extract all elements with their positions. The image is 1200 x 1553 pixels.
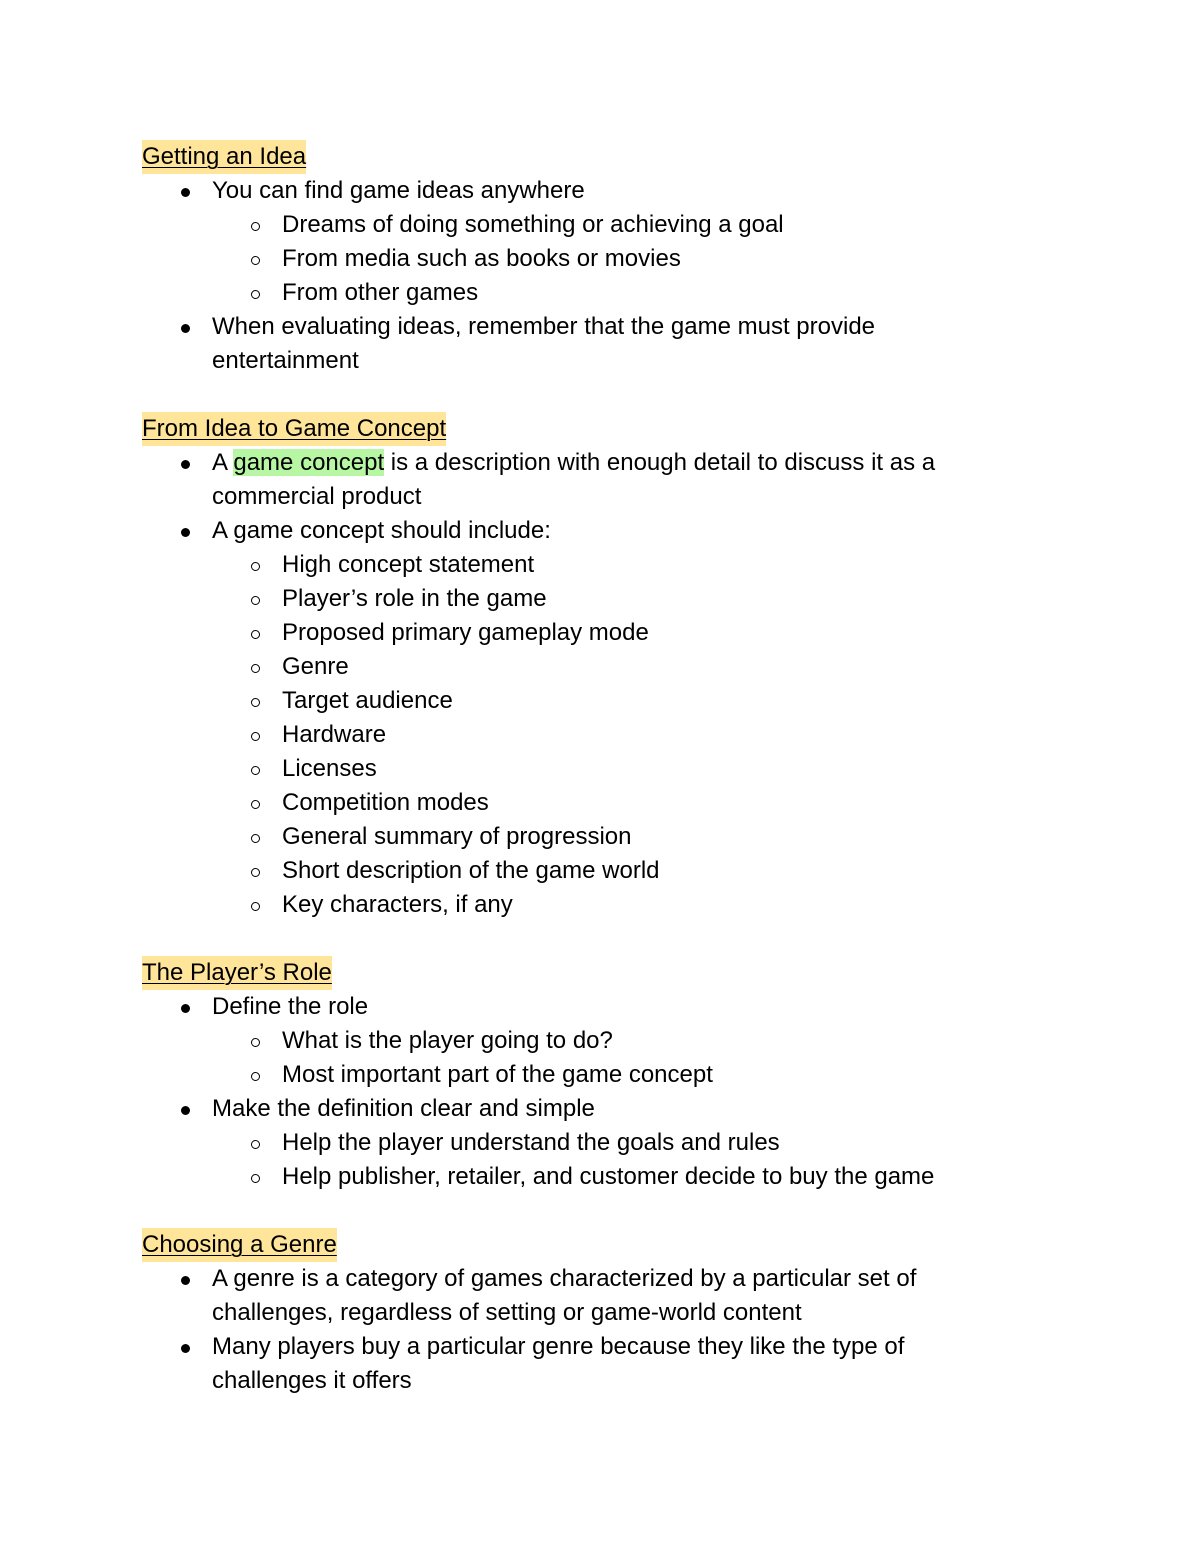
- hollow-bullet-icon: [249, 650, 263, 684]
- sub-list-item: [142, 854, 1022, 888]
- sub-list-item: [142, 718, 1022, 752]
- sub-list-item: [142, 616, 1022, 650]
- list-item-text-line1: When evaluating ideas, remember that the game must provide: [212, 313, 876, 340]
- sub-list-item-text: Help the player understand the goals and rules: [282, 1129, 780, 1156]
- sub-bullet-list: [142, 1126, 1022, 1194]
- section-heading: Choosing a Genre: [142, 1228, 337, 1262]
- filled-bullet-icon: [179, 446, 193, 480]
- hollow-bullet-icon: [249, 548, 263, 582]
- sub-list-item: [142, 582, 1022, 616]
- list-item: [142, 990, 1022, 1092]
- filled-bullet-icon: [179, 990, 193, 1024]
- sub-list-item: [142, 548, 1022, 582]
- section-the-players-role: [142, 956, 1022, 1194]
- sub-list-item-text: What is the player going to do?: [282, 1027, 613, 1054]
- sub-list-item: [142, 786, 1022, 820]
- list-item: [142, 310, 1022, 378]
- sub-list-item: [142, 820, 1022, 854]
- sub-list-item: [142, 1126, 1022, 1160]
- hollow-bullet-icon: [249, 1058, 263, 1092]
- filled-bullet-icon: [179, 1092, 193, 1126]
- list-item: [142, 1262, 1022, 1330]
- sub-list-item: [142, 888, 1022, 922]
- list-item-text-line2: commercial product: [212, 483, 422, 510]
- sub-list-item-text: Hardware: [282, 721, 387, 748]
- section-from-idea-to-game-concept: [142, 412, 1022, 922]
- filled-bullet-icon: [179, 514, 193, 548]
- hollow-bullet-icon: [249, 1160, 263, 1194]
- list-item: [142, 514, 1022, 922]
- sub-list-item: [142, 208, 1022, 242]
- section-getting-an-idea: [142, 140, 1022, 378]
- sub-list-item-text: Help publisher, retailer, and customer decide to buy the game: [282, 1163, 935, 1190]
- list-item-text-line2: challenges it offers: [212, 1367, 412, 1394]
- hollow-bullet-icon: [249, 684, 263, 718]
- section-choosing-a-genre: [142, 1228, 1022, 1398]
- list-item-text-line2: entertainment: [212, 347, 359, 374]
- hollow-bullet-icon: [249, 242, 263, 276]
- list-item-text: A game concept should include:: [212, 517, 551, 544]
- hollow-bullet-icon: [249, 1024, 263, 1058]
- list-item-text: Make the definition clear and simple: [212, 1095, 595, 1122]
- sub-list-item: [142, 1024, 1022, 1058]
- hollow-bullet-icon: [249, 752, 263, 786]
- bullet-list: [142, 1262, 1022, 1398]
- list-item: [142, 1092, 1022, 1194]
- hollow-bullet-icon: [249, 786, 263, 820]
- sub-list-item-text: Key characters, if any: [282, 891, 513, 918]
- section-heading: From Idea to Game Concept: [142, 412, 446, 446]
- filled-bullet-icon: [179, 1262, 193, 1296]
- sub-list-item: [142, 650, 1022, 684]
- list-item: [142, 174, 1022, 310]
- sub-bullet-list: [142, 208, 1022, 310]
- hollow-bullet-icon: [249, 208, 263, 242]
- sub-list-item-text: Licenses: [282, 755, 377, 782]
- sub-list-item-text: Genre: [282, 653, 349, 680]
- hollow-bullet-icon: [249, 582, 263, 616]
- sub-list-item-text: From media such as books or movies: [282, 245, 681, 272]
- sub-bullet-list: [142, 548, 1022, 922]
- hollow-bullet-icon: [249, 854, 263, 888]
- list-item-text-line1: A genre is a category of games characterized by a particular set of: [212, 1265, 917, 1292]
- sub-list-item-text: From other games: [282, 279, 479, 306]
- sub-list-item-text: Competition modes: [282, 789, 489, 816]
- filled-bullet-icon: [179, 174, 193, 208]
- list-item: [142, 446, 1022, 514]
- hollow-bullet-icon: [249, 888, 263, 922]
- sub-list-item: [142, 684, 1022, 718]
- sub-bullet-list: [142, 1024, 1022, 1092]
- list-item-suffix: is a description with enough detail to discuss it as a: [384, 449, 936, 476]
- sub-list-item-text: High concept statement: [282, 551, 535, 578]
- sub-list-item: [142, 1058, 1022, 1092]
- section-heading: Getting an Idea: [142, 140, 306, 174]
- sub-list-item: [142, 1160, 1022, 1194]
- sub-list-item-text: Target audience: [282, 687, 453, 714]
- sub-list-item-text: Proposed primary gameplay mode: [282, 619, 649, 646]
- hollow-bullet-icon: [249, 616, 263, 650]
- section-heading: The Player’s Role: [142, 956, 332, 990]
- sub-list-item-text: Most important part of the game concept: [282, 1061, 713, 1088]
- filled-bullet-icon: [179, 1330, 193, 1364]
- sub-list-item-text: General summary of progression: [282, 823, 632, 850]
- filled-bullet-icon: [179, 310, 193, 344]
- bullet-list: [142, 174, 1022, 378]
- hollow-bullet-icon: [249, 1126, 263, 1160]
- list-item-text-line2: challenges, regardless of setting or game-world content: [212, 1299, 802, 1326]
- sub-list-item-text: Dreams of doing something or achieving a goal: [282, 211, 784, 238]
- list-item-text: Define the role: [212, 993, 369, 1020]
- list-item: [142, 1330, 1022, 1398]
- hollow-bullet-icon: [249, 718, 263, 752]
- bullet-list: [142, 990, 1022, 1194]
- list-item-text: You can find game ideas anywhere: [212, 177, 585, 204]
- bullet-list: [142, 446, 1022, 922]
- sub-list-item-text: Short description of the game world: [282, 857, 660, 884]
- sub-list-item: [142, 276, 1022, 310]
- hollow-bullet-icon: [249, 820, 263, 854]
- sub-list-item: [142, 242, 1022, 276]
- highlighted-term: game concept: [233, 449, 385, 476]
- list-item-prefix: A: [212, 449, 234, 476]
- list-item-text-line1: Many players buy a particular genre because they like the type of: [212, 1333, 905, 1360]
- document-page: [142, 140, 1022, 1398]
- sub-list-item: [142, 752, 1022, 786]
- hollow-bullet-icon: [249, 276, 263, 310]
- sub-list-item-text: Player’s role in the game: [282, 585, 547, 612]
